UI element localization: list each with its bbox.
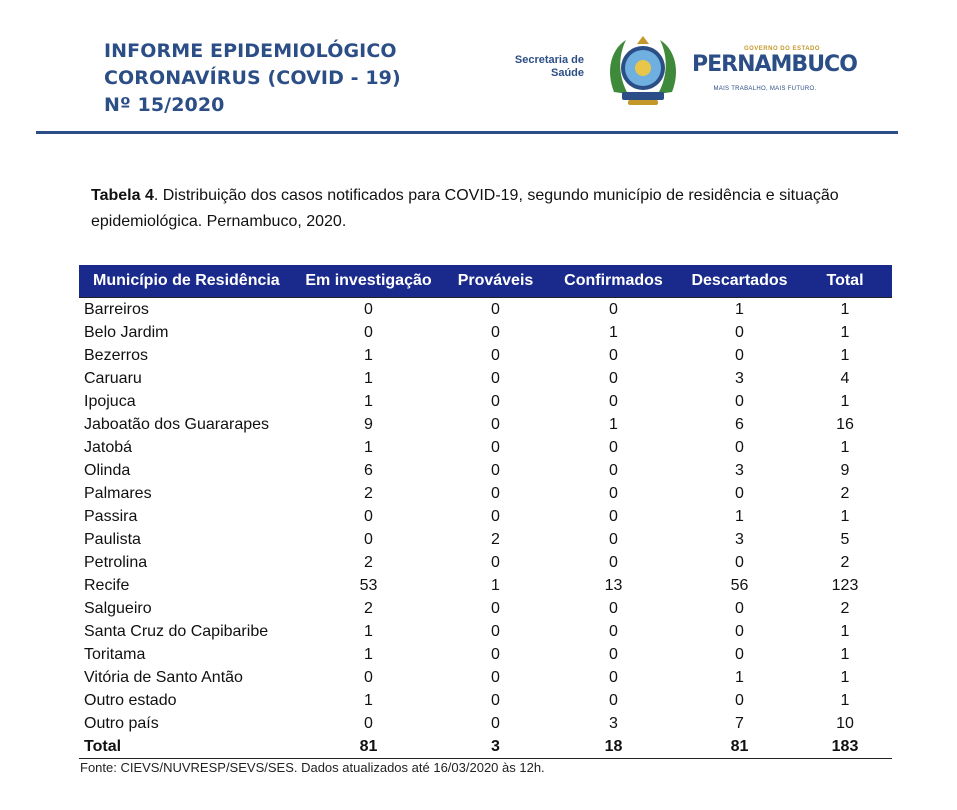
cell-confirmados: 13 xyxy=(604,577,623,594)
cell-investigacao: 2 xyxy=(364,485,373,502)
cell-municipio: Caruaru xyxy=(84,370,142,387)
cell-provaveis: 0 xyxy=(491,554,500,571)
cell-municipio: Passira xyxy=(84,508,138,525)
cell-municipio: Bezerros xyxy=(84,347,149,364)
cases-table xyxy=(79,265,892,759)
cell-provaveis: 0 xyxy=(491,623,500,640)
table-row xyxy=(79,712,892,735)
report-title-line2: CORONAVÍRUS (COVID - 19) xyxy=(104,67,401,89)
cell-provaveis: 1 xyxy=(491,577,500,594)
gov-label: GOVERNO DO ESTADO xyxy=(743,46,821,52)
cell-investigacao: 0 xyxy=(364,324,373,341)
cell-total: 1 xyxy=(840,347,850,364)
cell-descartados: 1 xyxy=(735,301,744,318)
cell-investigacao: 0 xyxy=(364,531,373,548)
cell-provaveis: 0 xyxy=(491,508,500,525)
cell-confirmados: 1 xyxy=(609,324,618,341)
cell-confirmados: 0 xyxy=(609,554,618,571)
cell-investigacao: 81 xyxy=(359,738,378,755)
col-header-investigacao: Em investigação xyxy=(292,265,445,298)
table-row xyxy=(79,643,892,666)
cell-municipio: Salgueiro xyxy=(84,600,152,617)
report-title-line1: INFORME EPIDEMIOLÓGICO xyxy=(104,40,397,62)
cell-total: 1 xyxy=(840,692,850,709)
cell-investigacao: 6 xyxy=(364,462,373,479)
col-header-provaveis: Prováveis xyxy=(445,265,546,298)
secretaria-label: Secretaria de Saúde xyxy=(514,54,584,79)
cell-municipio: Recife xyxy=(84,577,130,594)
cell-confirmados: 1 xyxy=(609,416,618,433)
cell-municipio: Toritama xyxy=(84,646,146,663)
cell-investigacao: 1 xyxy=(364,439,373,456)
cell-confirmados: 3 xyxy=(609,715,618,732)
cell-descartados: 81 xyxy=(730,738,749,755)
cell-provaveis: 0 xyxy=(491,347,500,364)
cell-municipio: Outro estado xyxy=(84,692,177,709)
cell-total: 9 xyxy=(840,462,850,479)
table-row xyxy=(79,528,892,551)
cell-provaveis: 0 xyxy=(491,646,500,663)
col-header-confirmados: Confirmados xyxy=(546,265,681,298)
cell-investigacao: 1 xyxy=(364,370,373,387)
cell-investigacao: 1 xyxy=(364,393,373,410)
table-row xyxy=(79,505,892,528)
cell-descartados: 56 xyxy=(730,577,749,594)
cell-descartados: 0 xyxy=(735,324,744,341)
cell-descartados: 0 xyxy=(735,485,744,502)
cell-municipio: Paulista xyxy=(84,531,141,548)
cell-confirmados: 0 xyxy=(609,393,618,410)
table-caption xyxy=(91,183,851,235)
cell-total: 183 xyxy=(831,738,859,755)
table-total-row xyxy=(79,735,892,759)
table-row xyxy=(79,367,892,390)
col-header-municipio: Município de Residência xyxy=(79,265,292,298)
cell-investigacao: 53 xyxy=(359,577,378,594)
cell-provaveis: 0 xyxy=(491,715,500,732)
cell-confirmados: 0 xyxy=(609,600,618,617)
cell-confirmados: 0 xyxy=(609,508,618,525)
cell-total: 10 xyxy=(836,715,854,732)
cell-municipio: Olinda xyxy=(84,462,131,479)
table-body xyxy=(79,298,892,759)
report-title xyxy=(104,38,401,119)
cell-confirmados: 0 xyxy=(609,692,618,709)
pernambuco-logo xyxy=(512,30,884,112)
cell-confirmados: 0 xyxy=(609,669,618,686)
cell-confirmados: 0 xyxy=(609,301,618,318)
cell-total: 1 xyxy=(840,646,850,663)
cell-total: 2 xyxy=(840,485,850,502)
cell-total: 2 xyxy=(840,600,850,617)
cell-total: 1 xyxy=(840,393,850,410)
cell-municipio: Palmares xyxy=(84,485,152,502)
cell-municipio: Outro país xyxy=(84,715,159,732)
cell-confirmados: 0 xyxy=(609,531,618,548)
cell-total: 1 xyxy=(840,301,850,318)
cell-total: 5 xyxy=(840,531,850,548)
source-note: Fonte: CIEVS/NUVRESP/SEVS/SES. Dados atualizados até 16/03/2020 às 12h. xyxy=(80,760,545,775)
cell-descartados: 1 xyxy=(735,669,744,686)
cell-provaveis: 2 xyxy=(491,531,500,548)
cell-municipio: Jaboatão dos Guararapes xyxy=(84,416,270,433)
cell-provaveis: 0 xyxy=(491,393,500,410)
cell-provaveis: 0 xyxy=(491,462,500,479)
cell-confirmados: 0 xyxy=(609,439,618,456)
col-header-total: Total xyxy=(798,265,892,298)
cell-municipio: Belo Jardim xyxy=(84,324,169,341)
cell-descartados: 0 xyxy=(735,439,744,456)
state-coat-of-arms-icon xyxy=(604,32,682,110)
cell-investigacao: 1 xyxy=(364,692,373,709)
cell-total: 1 xyxy=(840,623,850,640)
table-row xyxy=(79,551,892,574)
table-row xyxy=(79,666,892,689)
cell-confirmados: 0 xyxy=(609,347,618,364)
cell-municipio: Petrolina xyxy=(84,554,148,571)
cell-provaveis: 0 xyxy=(491,370,500,387)
cell-confirmados: 0 xyxy=(609,462,618,479)
table-row xyxy=(79,436,892,459)
table-row xyxy=(79,620,892,643)
cell-confirmados: 0 xyxy=(609,370,618,387)
caption-label: Tabela 4 xyxy=(91,187,154,204)
cell-total: 123 xyxy=(831,577,859,594)
cell-investigacao: 0 xyxy=(364,301,373,318)
cell-municipio: Total xyxy=(84,738,122,755)
cell-investigacao: 0 xyxy=(364,715,373,732)
cell-municipio: Jatobá xyxy=(84,439,133,456)
state-name: PERNAMBUCO xyxy=(692,52,857,77)
cell-descartados: 0 xyxy=(735,646,744,663)
cell-provaveis: 0 xyxy=(491,301,500,318)
cell-total: 4 xyxy=(840,370,850,387)
cell-descartados: 3 xyxy=(735,531,744,548)
cell-descartados: 3 xyxy=(735,462,744,479)
cell-investigacao: 1 xyxy=(364,646,373,663)
table-row xyxy=(79,597,892,620)
cell-provaveis: 0 xyxy=(491,439,500,456)
report-title-line3: Nº 15/2020 xyxy=(104,94,225,116)
cell-descartados: 1 xyxy=(735,508,744,525)
table-row xyxy=(79,390,892,413)
cell-provaveis: 0 xyxy=(491,669,500,686)
cell-investigacao: 1 xyxy=(364,623,373,640)
cell-municipio: Vitória de Santo Antão xyxy=(84,669,243,686)
cell-total: 1 xyxy=(840,669,850,686)
cell-investigacao: 0 xyxy=(364,508,373,525)
cell-descartados: 0 xyxy=(735,554,744,571)
cell-investigacao: 2 xyxy=(364,600,373,617)
cell-total: 1 xyxy=(840,508,850,525)
header-divider xyxy=(36,131,898,134)
cell-investigacao: 9 xyxy=(364,416,373,433)
cell-provaveis: 3 xyxy=(491,738,500,755)
table-row xyxy=(79,482,892,505)
cell-confirmados: 18 xyxy=(604,738,623,755)
table-row xyxy=(79,298,892,322)
cell-descartados: 0 xyxy=(735,692,744,709)
cell-provaveis: 0 xyxy=(491,416,500,433)
cell-investigacao: 2 xyxy=(364,554,373,571)
cell-total: 16 xyxy=(836,416,854,433)
col-header-descartados: Descartados xyxy=(681,265,798,298)
slogan: MAIS TRABALHO, MAIS FUTURO. xyxy=(713,86,817,92)
cell-total: 1 xyxy=(840,324,850,341)
table-row xyxy=(79,459,892,482)
cell-descartados: 6 xyxy=(735,416,744,433)
table-row xyxy=(79,574,892,597)
cell-confirmados: 0 xyxy=(609,623,618,640)
cell-provaveis: 0 xyxy=(491,324,500,341)
cell-investigacao: 1 xyxy=(364,347,373,364)
cell-investigacao: 0 xyxy=(364,669,373,686)
cell-descartados: 0 xyxy=(735,347,744,364)
cell-confirmados: 0 xyxy=(609,485,618,502)
table-header xyxy=(79,265,892,298)
table-row xyxy=(79,344,892,367)
cell-descartados: 0 xyxy=(735,623,744,640)
table-row xyxy=(79,689,892,712)
cell-descartados: 0 xyxy=(735,393,744,410)
cell-municipio: Barreiros xyxy=(84,301,149,318)
cell-provaveis: 0 xyxy=(491,600,500,617)
cell-confirmados: 0 xyxy=(609,646,618,663)
cell-descartados: 3 xyxy=(735,370,744,387)
cell-descartados: 0 xyxy=(735,600,744,617)
caption-text: . Distribuição dos casos notificados para COVID-19, segundo município de residência e situação epidemiológica. Pernambuco, 2020. xyxy=(91,187,839,230)
cell-municipio: Ipojuca xyxy=(84,393,136,410)
cell-provaveis: 0 xyxy=(491,692,500,709)
table-row xyxy=(79,321,892,344)
cell-total: 1 xyxy=(840,439,850,456)
table-row xyxy=(79,413,892,436)
cell-total: 2 xyxy=(840,554,850,571)
cell-descartados: 7 xyxy=(735,715,744,732)
cell-municipio: Santa Cruz do Capibaribe xyxy=(84,623,269,640)
cell-provaveis: 0 xyxy=(491,485,500,502)
